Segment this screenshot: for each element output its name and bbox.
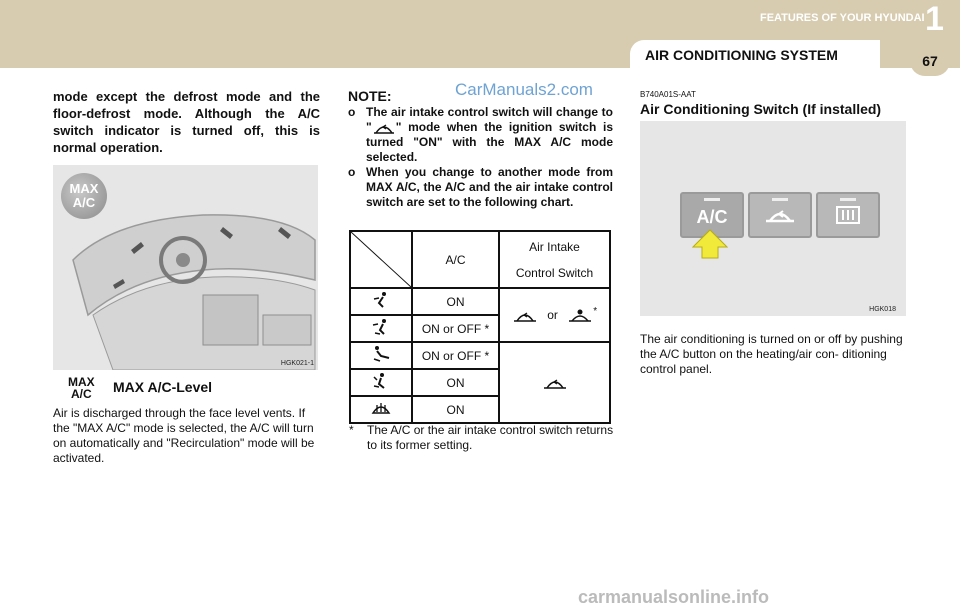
rear-defrost-button — [816, 192, 880, 238]
footnote — [349, 423, 614, 453]
ac-mode-table — [349, 230, 611, 424]
footnote-star: * — [349, 423, 354, 437]
arrow-up-icon — [692, 229, 728, 259]
chapter-number: 1 — [925, 0, 944, 38]
table-corner — [350, 231, 412, 288]
header-chapter-title: FEATURES OF YOUR HYUNDAI — [760, 12, 925, 24]
ac-switch-heading: Air Conditioning Switch (If installed) — [640, 101, 882, 117]
badge-line1: MAX — [69, 181, 99, 196]
indicator-led — [772, 198, 788, 201]
intake-star: * — [593, 306, 598, 318]
dashboard-illustration — [53, 165, 318, 370]
recirculation-icon — [512, 308, 538, 324]
floor-vent-icon — [369, 345, 393, 363]
header-intake-line2: Control Switch — [515, 265, 594, 280]
note-item — [348, 105, 613, 165]
recirculation-icon — [763, 205, 797, 225]
ac-cell: ON — [412, 369, 499, 396]
header-ac: A/C — [412, 231, 499, 288]
image-code: HGK021-1 — [280, 360, 314, 367]
note-text — [366, 105, 613, 165]
ac-switch-illustration — [640, 121, 906, 316]
intake-cell-1 — [499, 288, 610, 342]
ac-cell: ON or OFF * — [412, 342, 499, 369]
intake-or: or — [547, 308, 558, 323]
ac-cell: ON — [412, 288, 499, 315]
max-ac-symbol — [68, 376, 95, 400]
indicator-led — [840, 198, 856, 201]
header-intake-line1: Air Intake — [529, 239, 580, 254]
mode-cell — [350, 288, 412, 315]
note-list — [348, 105, 613, 210]
note-bullet: o — [348, 165, 356, 179]
section-title: AIR CONDITIONING SYSTEM — [645, 47, 838, 63]
mode-cell — [350, 369, 412, 396]
recirculation-icon — [372, 121, 396, 135]
ac-button-label: A/C — [696, 206, 728, 227]
note-item — [348, 165, 613, 210]
intake-cell-2 — [499, 342, 610, 423]
face-vent-icon — [370, 291, 392, 309]
page-number: 67 — [910, 46, 950, 76]
fresh-air-icon — [567, 308, 593, 324]
note-text: When you change to another mode from MAX A/C, the A/C and the air intake control switch are set to the following chart. — [366, 165, 613, 209]
indicator-led — [704, 198, 720, 201]
badge-line2: A/C — [72, 195, 96, 210]
floor-defrost-vent-icon — [370, 372, 392, 390]
rear-defrost-icon — [833, 204, 863, 226]
bottom-watermark: carmanualsonline.info — [578, 587, 770, 607]
recirculation-button — [748, 192, 812, 238]
ac-switch-paragraph: The air conditioning is turned on or off by pushing the A/C button on the heating/air con- ditioning control panel. — [640, 332, 903, 376]
footnote-text: The A/C or the air intake control switch returns to its former setting. — [367, 423, 614, 452]
symbol-line1: MAX — [68, 375, 95, 389]
ac-cell: ON — [412, 396, 499, 423]
mode-cell — [350, 315, 412, 342]
header-intake — [499, 231, 610, 288]
mode-cell — [350, 342, 412, 369]
max-ac-paragraph: Air is discharged through the face level vents. If the "MAX A/C" mode is selected, the A/C will turn on automatically and "Recirculation" mode will be activated. — [53, 406, 315, 465]
note-bullet: o — [348, 105, 356, 119]
mode-cell — [350, 396, 412, 423]
diagonal-line-icon — [351, 232, 411, 287]
note1-after: " mode when the ignition switch is turned "ON" with the MAX A/C mode selected. — [366, 120, 613, 164]
bi-level-vent-icon — [370, 318, 392, 336]
image-code: HGK018 — [869, 306, 896, 313]
note-title: NOTE: — [348, 88, 392, 104]
section-code: B740A01S-AAT — [640, 90, 696, 99]
ac-cell: ON or OFF * — [412, 315, 499, 342]
symbol-line2: A/C — [71, 387, 92, 401]
defrost-icon — [370, 399, 392, 417]
note1-before: The air intake control switch will change to " — [366, 105, 613, 134]
max-ac-heading: MAX A/C-Level — [113, 379, 213, 395]
recirculation-icon — [542, 375, 568, 391]
max-ac-badge — [61, 173, 107, 219]
intro-text: mode except the defrost mode and the floor-defrost mode. Although the A/C switch indicator is turned off, this is normal operation. — [53, 89, 320, 155]
watermark[interactable]: CarManuals2.com — [455, 80, 593, 99]
